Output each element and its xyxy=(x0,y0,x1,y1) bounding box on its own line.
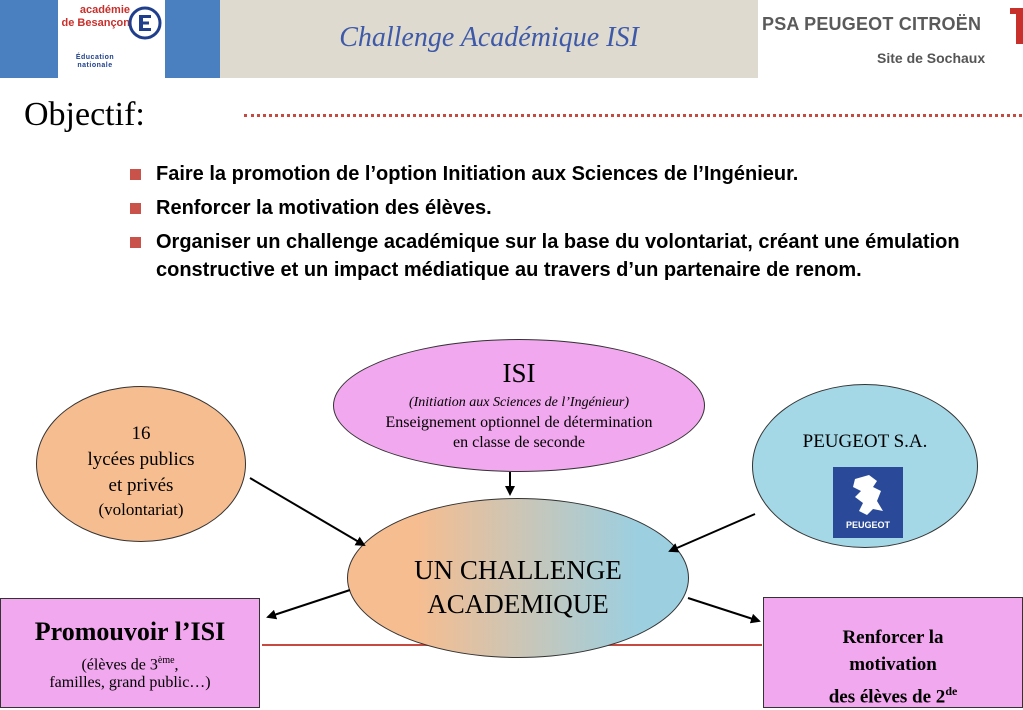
promote-line2: familles, grand public…) xyxy=(49,674,211,691)
site-sochaux-text: Site de Sochaux xyxy=(877,50,986,66)
academie-logo-subtext: Éducation nationale xyxy=(75,54,115,69)
arrow-lycees-to-challenge xyxy=(250,478,364,545)
promote-line1: (élèves de 3ème, xyxy=(81,655,179,674)
list-item: Faire la promotion de l’option Initiation aux Sciences de l’Ingénieur. xyxy=(130,160,1023,188)
challenge-text: UN CHALLENGE ACADEMIQUE xyxy=(414,555,622,619)
peugeot-logo-text: PEUGEOT xyxy=(845,520,890,530)
isi-title: ISI xyxy=(502,358,536,388)
list-item: Renforcer la motivation des élèves. xyxy=(130,194,1023,222)
lycees-text: 16 lycées publics et privés (volontariat) xyxy=(87,423,195,519)
arrow-peugeot-to-challenge xyxy=(670,514,755,551)
arrow-challenge-to-promote xyxy=(268,590,350,617)
page-title: Challenge Académique ISI xyxy=(339,22,639,53)
motivate-text: Renforcer la motivation des élèves de 2de xyxy=(828,627,958,708)
academie-logo-text: académie de Besançon xyxy=(61,4,130,29)
psa-logo-text: PSA PEUGEOT CITROËN xyxy=(762,14,982,34)
isi-subtitle: (Initiation aux Sciences de l’Ingénieur) xyxy=(408,395,630,410)
isi-line2: en classe de seconde xyxy=(453,434,585,451)
section-title: Objectif: xyxy=(24,96,145,133)
arrow-challenge-to-motivate xyxy=(688,598,759,621)
isi-line1: Enseignement optionnel de détermination xyxy=(385,414,653,431)
peugeot-label: PEUGEOT S.A. xyxy=(802,431,928,452)
promote-title: Promouvoir l’ISI xyxy=(34,617,226,646)
list-item: Organiser un challenge académique sur la base du volontariat, créant une émulation constructive et un impact médiatique au travers d’un partenaire de renom. xyxy=(130,228,1023,284)
